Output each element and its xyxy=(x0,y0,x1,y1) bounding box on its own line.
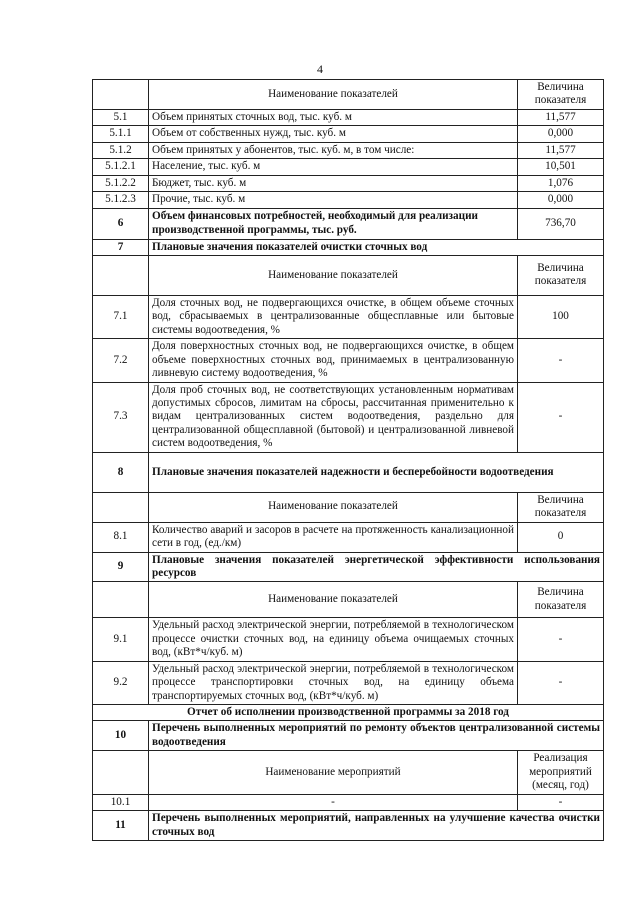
row-name: Объем от собственных нужд, тыс. куб. м xyxy=(149,126,518,142)
row-number: 5.1.2.2 xyxy=(93,175,149,191)
row-number: 10.1 xyxy=(93,794,149,810)
section-row xyxy=(93,239,604,255)
table-row xyxy=(93,794,604,810)
table-row xyxy=(93,159,604,175)
row-name: Доля проб сточных вод, не соответствующих установленным нормативам допустимых сбросов, лимитам на сбросы, рассчитанная применительно к видам централизованных систем водоотведения, раздельно для централизованной общесплавной (бытовой) и централизованной ливневой систем водоотведения, % xyxy=(149,382,518,452)
column-header-value: Величина показателя xyxy=(518,255,604,295)
section-row xyxy=(93,452,604,492)
section-title: Плановые значения показателей очистки сточных вод xyxy=(149,239,604,255)
row-name: Доля поверхностных сточных вод, не подвергающихся очистке, в общем объеме поверхностных сточных вод, принимаемых в централизованную ливневую систему водоотведения, % xyxy=(149,339,518,382)
row-number: 5.1 xyxy=(93,109,149,125)
row-value: - xyxy=(518,618,604,661)
row-number: 5.1.2.3 xyxy=(93,192,149,208)
row-name: Объем финансовых потребностей, необходимый для реализации производственной программы, тыс. руб. xyxy=(149,208,518,239)
table-row xyxy=(93,618,604,661)
row-value: 11,577 xyxy=(518,142,604,158)
row-value: 0 xyxy=(518,522,604,552)
section-number: 11 xyxy=(93,811,149,841)
row-value: 10,501 xyxy=(518,159,604,175)
page-number: 4 xyxy=(317,62,323,76)
column-header-value: Величина показателя xyxy=(518,80,604,110)
column-header-name: Наименование показателей xyxy=(149,582,518,618)
row-number: 7.1 xyxy=(93,295,149,338)
report-title-row xyxy=(93,705,604,721)
section-number: 10 xyxy=(93,721,149,751)
table-row xyxy=(93,522,604,552)
row-name: Объем принятых у абонентов, тыс. куб. м, в том числе: xyxy=(149,142,518,158)
section-title: Перечень выполненных мероприятий по ремонту объектов централизованной системы водоотведения xyxy=(149,721,604,751)
row-name: Удельный расход электрической энергии, потребляемой в технологическом процессе транспортировки сточных вод, на единицу объема транспортируемых сточных вод, (кВт*ч/куб. м) xyxy=(149,661,518,704)
program-table xyxy=(92,79,604,841)
num-header-cell xyxy=(93,492,149,522)
row-value: 736,70 xyxy=(518,208,604,239)
row-value: 0,000 xyxy=(518,126,604,142)
row-number: 5.1.1 xyxy=(93,126,149,142)
num-header-cell xyxy=(93,80,149,110)
section-title: Плановые значения показателей энергетической эффективности использования ресурсов xyxy=(149,552,604,582)
column-header-name: Наименование мероприятий xyxy=(149,751,518,794)
table-row xyxy=(93,295,604,338)
row-value: 1,076 xyxy=(518,175,604,191)
row-name: Население, тыс. куб. м xyxy=(149,159,518,175)
table-row xyxy=(93,109,604,125)
column-header-name: Наименование показателей xyxy=(149,255,518,295)
table-row xyxy=(93,339,604,382)
row-value: - xyxy=(518,382,604,452)
column-header-value: Реализация мероприятий (месяц, год) xyxy=(518,751,604,794)
table-row xyxy=(93,382,604,452)
row-name: Прочие, тыс. куб. м xyxy=(149,192,518,208)
row-name: Количество аварий и засоров в расчете на протяженность канализационной сети в год, (ед./км) xyxy=(149,522,518,552)
row-number: 7.2 xyxy=(93,339,149,382)
section-row xyxy=(93,721,604,751)
row-name: Объем принятых сточных вод, тыс. куб. м xyxy=(149,109,518,125)
section-title: Плановые значения показателей надежности и бесперебойности водоотведения xyxy=(149,452,604,492)
row-number: 5.1.2 xyxy=(93,142,149,158)
row-value: 100 xyxy=(518,295,604,338)
section-number: 8 xyxy=(93,452,149,492)
table-row xyxy=(93,661,604,704)
table-header-row xyxy=(93,492,604,522)
row-number: 8.1 xyxy=(93,522,149,552)
row-name: Удельный расход электрической энергии, потребляемой в технологическом процессе очистки сточных вод, на единицу объема очищаемых сточных вод, (кВт*ч/куб. м) xyxy=(149,618,518,661)
table-header-row xyxy=(93,255,604,295)
row-value: - xyxy=(518,661,604,704)
row-number: 7.3 xyxy=(93,382,149,452)
row-value: - xyxy=(518,339,604,382)
section-number: 7 xyxy=(93,239,149,255)
table-row xyxy=(93,142,604,158)
section-row xyxy=(93,552,604,582)
table-header-row xyxy=(93,582,604,618)
row-number: 9.1 xyxy=(93,618,149,661)
row-value: 0,000 xyxy=(518,192,604,208)
row-value: 11,577 xyxy=(518,109,604,125)
num-header-cell xyxy=(93,582,149,618)
section-number: 9 xyxy=(93,552,149,582)
column-header-name: Наименование показателей xyxy=(149,492,518,522)
row-name: - xyxy=(149,794,518,810)
table-header-row xyxy=(93,751,604,794)
column-header-value: Величина показателя xyxy=(518,582,604,618)
column-header-name: Наименование показателей xyxy=(149,80,518,110)
section-row xyxy=(93,811,604,841)
num-header-cell xyxy=(93,751,149,794)
table-row xyxy=(93,175,604,191)
row-number: 9.2 xyxy=(93,661,149,704)
table-row xyxy=(93,192,604,208)
report-title: Отчет об исполнении производственной программы за 2018 год xyxy=(93,705,604,721)
column-header-value: Величина показателя xyxy=(518,492,604,522)
row-number: 6 xyxy=(93,208,149,239)
row-name: Доля сточных вод, не подвергающихся очистке, в общем объеме сточных вод, сбрасываемых в централизованные общесплавные или бытовые системы водоотведения, % xyxy=(149,295,518,338)
table-header-row xyxy=(93,80,604,110)
row-value: - xyxy=(518,794,604,810)
table-row-financial-needs xyxy=(93,208,604,239)
row-number: 5.1.2.1 xyxy=(93,159,149,175)
row-name: Бюджет, тыс. куб. м xyxy=(149,175,518,191)
section-title: Перечень выполненных мероприятий, направленных на улучшение качества очистки сточных вод xyxy=(149,811,604,841)
num-header-cell xyxy=(93,255,149,295)
table-row xyxy=(93,126,604,142)
